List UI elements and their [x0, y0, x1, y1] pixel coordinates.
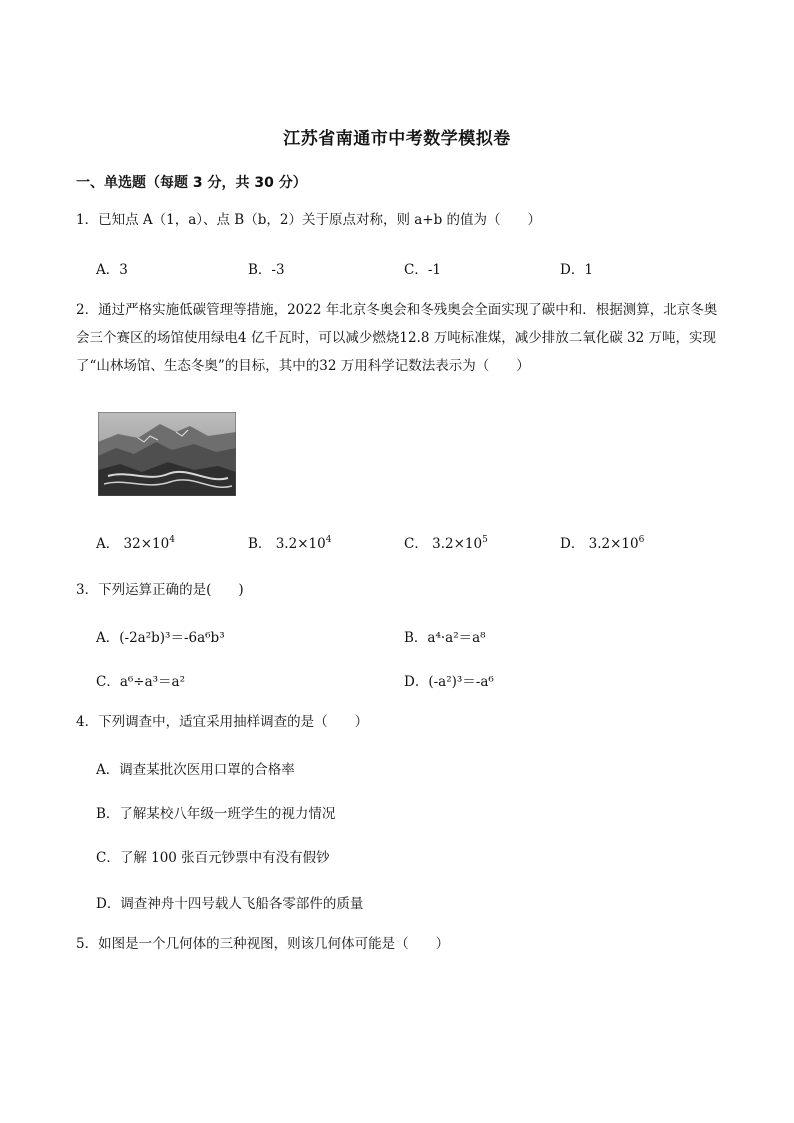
page-title: 江苏省南通市中考数学模拟卷 — [283, 129, 511, 149]
question-4-option-b: B．了解某校八年级一班学生的视力情况 — [96, 806, 336, 822]
question-1-option-b: B．-3 — [248, 262, 285, 278]
question-3-option-a: A．(-2a²b)³＝-6a⁶b³ — [96, 630, 225, 646]
question-1-option-a: A．3 — [96, 262, 128, 278]
option-label: A． — [96, 536, 120, 552]
option-exponent: 5 — [482, 535, 488, 545]
option-exponent: 6 — [638, 535, 645, 545]
question-1-option-d: D．1 — [560, 262, 593, 278]
question-2-option-b — [248, 532, 331, 552]
mountain-photo — [98, 412, 236, 496]
question-2-option-d — [560, 532, 644, 552]
question-4-stem: 4．下列调查中，适宜采用抽样调查的是（ ） — [76, 714, 369, 730]
question-3-option-d: D．(-a²)³＝-a⁶ — [404, 674, 494, 690]
question-2-option-a — [96, 532, 175, 552]
option-label: C． — [404, 536, 428, 552]
option-base: 3.2×10 — [432, 536, 483, 552]
question-4-option-d: D．调查神舟十四号载人飞船各零部件的质量 — [96, 896, 364, 912]
question-3-option-b: B．a⁴·a²＝a⁸ — [404, 630, 486, 646]
option-exponent: 4 — [325, 535, 332, 545]
section-heading: 一、单选题（每题 3 分，共 30 分） — [76, 175, 307, 191]
option-base: 3.2×10 — [588, 536, 639, 552]
option-label: B． — [248, 536, 272, 552]
question-1-option-c: C．-1 — [404, 262, 441, 278]
question-4-option-a: A．调查某批次医用口罩的合格率 — [96, 762, 295, 778]
option-exponent: 4 — [169, 535, 175, 545]
question-4-option-c: C．了解 100 张百元钞票中有没有假钞 — [96, 850, 330, 866]
option-base: 3.2×10 — [275, 536, 326, 552]
question-2-option-c — [404, 532, 488, 552]
option-base: 32×10 — [123, 536, 170, 552]
question-2-stem: 2．通过严格实施低碳管理等措施，2022 年北京冬奥会和冬残奥会全面实现了碳中和．根据测算，北京冬奥会三个赛区的场馆使用绿电4 亿千瓦时，可以减少燃烧12.8 万吨标准煤，减少排放二氧化碳 32 万吨，实现了“山林场馆、生态冬奥”的目标，其中的32 万用科学记数法表示为（ ） — [76, 302, 718, 374]
question-1-stem: 1．已知点 A（1，a）、点 B（b，2）关于原点对称，则 a+b 的值为（ ） — [76, 212, 542, 228]
question-3-option-c: C．a⁶÷a³＝a² — [96, 674, 186, 690]
question-5-stem: 5．如图是一个几何体的三种视图，则该几何体可能是（ ） — [76, 936, 450, 952]
question-3-stem: 3．下列运算正确的是( ) — [76, 582, 244, 598]
option-label: D． — [560, 536, 585, 552]
